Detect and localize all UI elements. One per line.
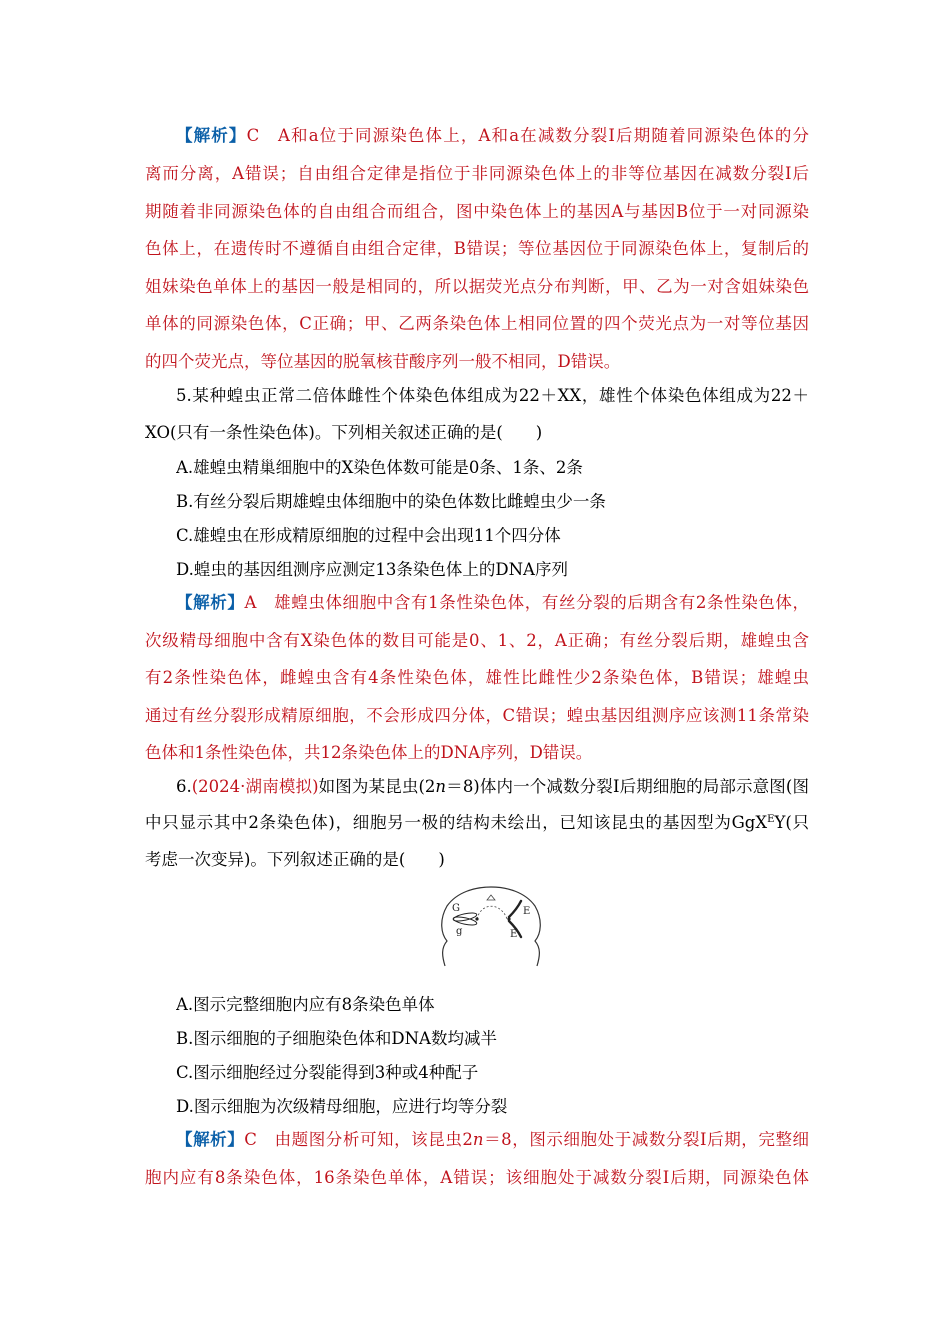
- q4-analysis-line-2: 离而分离，A错误；自由组合定律是指位于非同源染色体上的非等位基因在减数分裂Ⅰ后: [145, 164, 809, 183]
- q4-analysis-line-6: 单体的同源染色体，C正确；甲、乙两条染色体上相同位置的四个荧光点为一对等位基因: [145, 314, 809, 333]
- q4-analysis-line-5: 姐妹染色单体上的基因一般是相同的，所以据荧光点分布判断，甲、乙为一对含姐妹染色: [145, 277, 809, 296]
- q6-analysis-line-1: [176, 1121, 809, 1158]
- q5-stem-line-2: XO(只有一条性染色体)。下列相关叙述正确的是( ): [145, 423, 543, 442]
- analysis-label: 【解析】: [176, 593, 245, 612]
- q5-option-b[interactable]: B.有丝分裂后期雄蝗虫体细胞中的染色体数比雌蝗虫少一条: [176, 492, 606, 511]
- q6-option-d[interactable]: D.图示细胞为次级精母细胞，应进行均等分裂: [176, 1097, 508, 1116]
- q6-option-b[interactable]: B.图示细胞的子细胞染色体和DNA数均减半: [176, 1029, 497, 1048]
- q4-analysis-line-7: 的四个荧光点，等位基因的脱氧核苷酸序列一般不相同，D错误。: [145, 352, 621, 371]
- q6-stem-line-3: 考虑一次变异)。下列叙述正确的是( ): [145, 850, 445, 869]
- q6-stem-text: 如图为某昆虫(2: [318, 777, 436, 796]
- analysis-label: 【解析】: [176, 1130, 245, 1149]
- q6-option-a[interactable]: A.图示完整细胞内应有8条染色单体: [176, 995, 435, 1014]
- q6-stem-text: Y(只: [774, 813, 809, 832]
- q4-answer: C: [246, 126, 260, 145]
- q5-option-d[interactable]: D.蝗虫的基因组测序应测定13条染色体上的DNA序列: [176, 560, 568, 579]
- spindle-fiber: [477, 906, 507, 919]
- q6-source: (2024·湖南模拟): [191, 777, 319, 796]
- q6-stem-line-2: [145, 804, 809, 841]
- q6-stem-text: ＝8)体内一个减数分裂Ⅰ后期细胞的局部示意图(图: [446, 777, 809, 796]
- q6-number: 6.: [176, 777, 192, 796]
- q5-answer: A: [244, 593, 257, 612]
- q4-analysis-line-1: [176, 117, 809, 154]
- gene-label-g: g: [456, 926, 463, 937]
- q5-analysis-text: 雄蝗虫体细胞中含有1条性染色体，有丝分裂的后期含有2条性染色体，: [274, 593, 809, 612]
- q4-analysis-line-4: 色体上，在遗传时不遵循自由组合定律，B错误；等位基因位于同源染色体上，复制后的: [145, 239, 809, 258]
- q6-analysis-line-2: 胞内应有8条染色体，16条染色单体，A错误；该细胞处于减数分裂Ⅰ后期，同源染色体: [145, 1168, 809, 1187]
- q6-italic-n: n: [435, 777, 447, 796]
- cell-diagram: [437, 884, 545, 968]
- q6-analysis-text: 由题图分析可知，该昆虫2: [274, 1130, 473, 1149]
- q6-superscript: E: [767, 814, 775, 825]
- q5-analysis-line-3: 有2条性染色体，雌蝗虫含有4条性染色体，雄性比雌性少2条染色体，B错误；雄蝗虫: [145, 668, 809, 687]
- q6-option-c[interactable]: C.图示细胞经过分裂能得到3种或4种配子: [176, 1063, 479, 1082]
- gene-label-G: G: [452, 903, 460, 914]
- q5-option-a[interactable]: A.雄蝗虫精巢细胞中的X染色体数可能是0条、1条、2条: [176, 458, 583, 477]
- q5-analysis-line-5: 色体和1条性染色体，共12条染色体上的DNA序列，D错误。: [145, 743, 593, 762]
- q6-analysis-text: ＝8，图示细胞处于减数分裂Ⅰ后期，完整细: [483, 1130, 809, 1149]
- q5-analysis-line-1: [176, 584, 809, 621]
- q6-stem-line-1: [176, 768, 809, 805]
- q4-analysis-line-3: 期随着非同源染色体的自由组合而组合，图中染色体上的基因A与基因B位于一对同源染: [145, 202, 809, 221]
- q5-analysis-line-4: 通过有丝分裂形成精原细胞，不会形成四分体，C错误；蝗虫基因组测序应该测11条常染: [145, 706, 809, 725]
- gene-label-E-bottom: E: [510, 929, 518, 940]
- q6-answer: C: [244, 1130, 257, 1149]
- q5-option-c[interactable]: C.雄蝗虫在形成精原细胞的过程中会出现11个四分体: [176, 526, 561, 545]
- q5-analysis-line-2: 次级精母细胞中含有X染色体的数目可能是0、1、2，A正确；有丝分裂后期，雄蝗虫含: [145, 631, 809, 650]
- q5-stem-line-1: 5.某种蝗虫正常二倍体雌性个体染色体组成为22＋XX，雄性个体染色体组成为22＋: [176, 386, 809, 405]
- spindle-pole: [487, 895, 495, 900]
- q6-stem-text: 中只显示其中2条染色体)，细胞另一极的结构未绘出，已知该昆虫的基因型为GgX: [145, 813, 768, 832]
- q6-analysis-italic-n: n: [472, 1130, 484, 1149]
- gene-label-E-top: E: [523, 906, 531, 917]
- q4-analysis-text: A和a位于同源染色体上，A和a在减数分裂Ⅰ后期随着同源染色体的分: [278, 126, 809, 145]
- analysis-label: 【解析】: [176, 126, 247, 145]
